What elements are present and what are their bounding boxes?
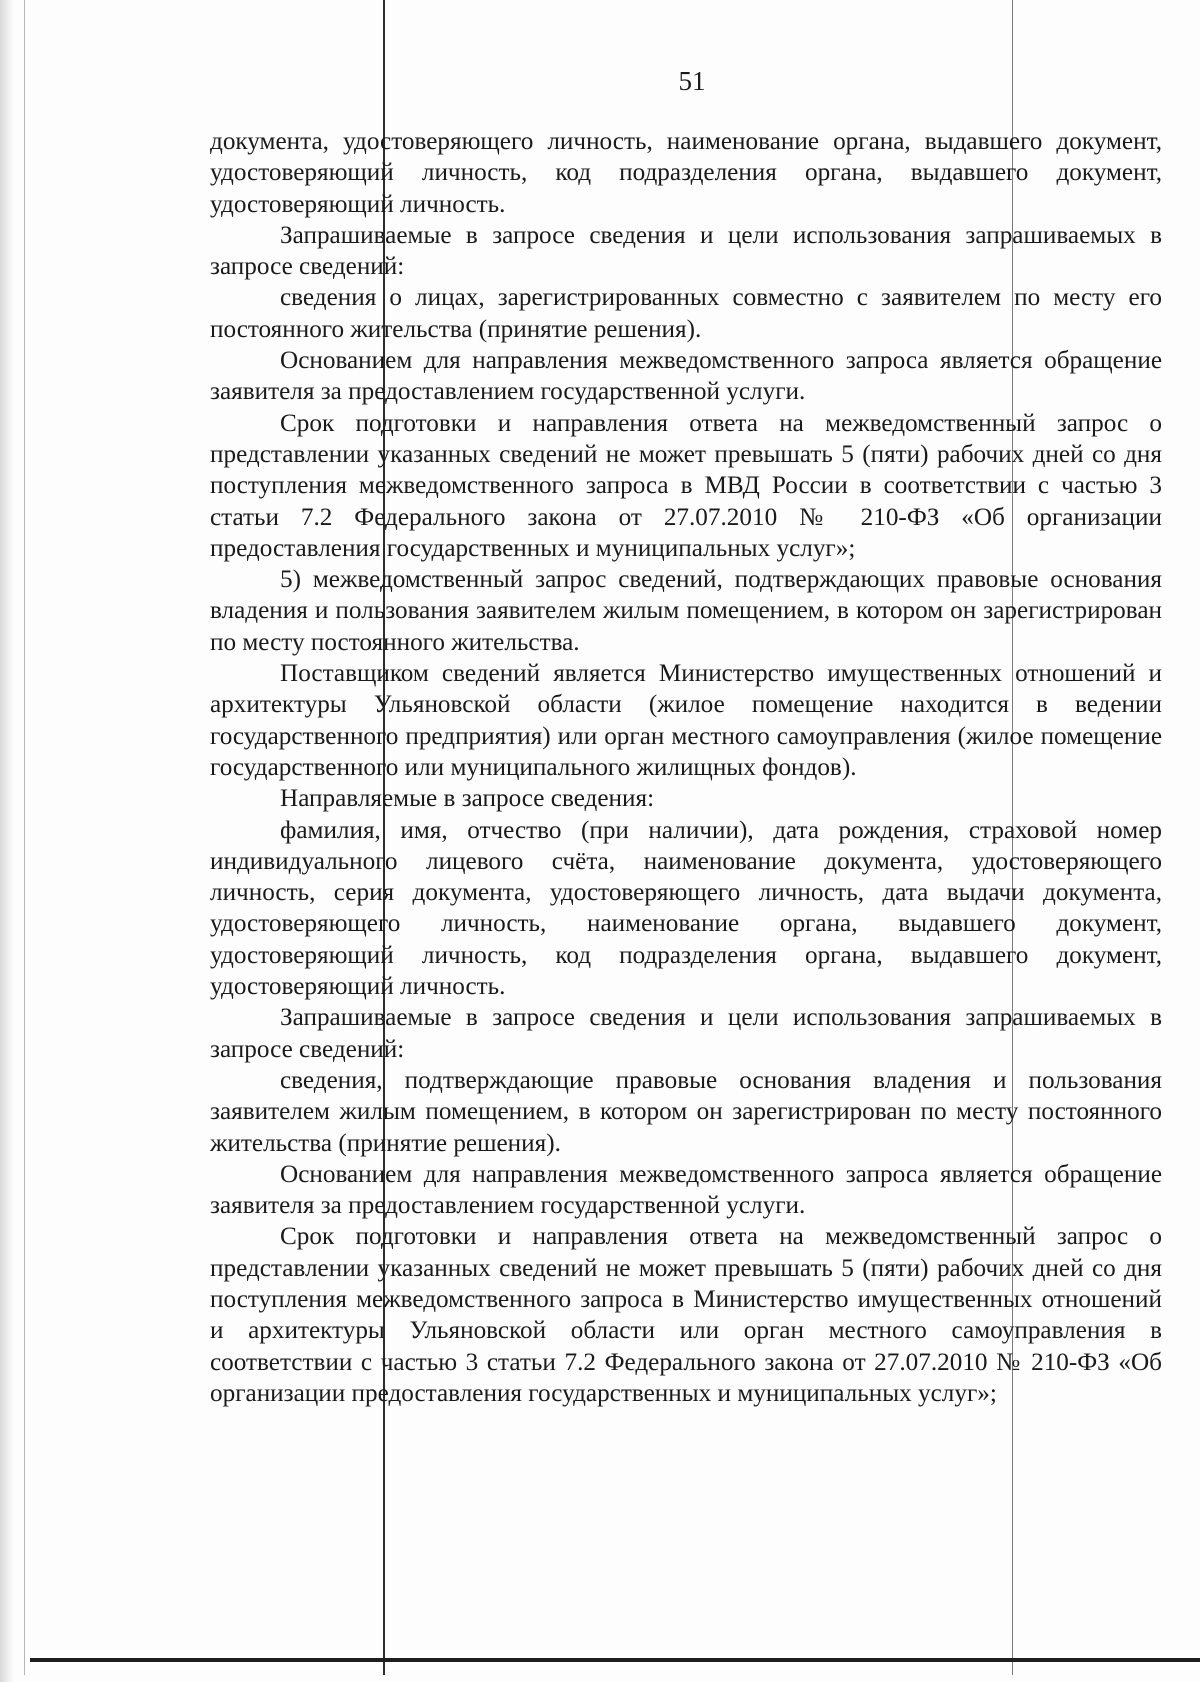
paragraph: Запрашиваемые в запросе сведения и цели использования запрашиваемых в запросе сведений: — [210, 221, 1162, 281]
paragraph: Срок подготовки и направления ответа на межведомственный запрос о представлении указанных сведений не может превышать 5 (пяти) рабочих дней со дня поступления межведомственного запроса в Министерство имущественных отношений и архитектуры Ульяновской области или орган местного самоуправления в соответствии с частью 3 статьи 7.2 Федерального закона от 27.07.2010 № 210-ФЗ «Об организации предоставления государственных и муниципальных услуг»; — [210, 1223, 1162, 1407]
paragraph: сведения, подтверждающие правовые основания владения и пользования заявителем жилым помещением, в котором он зарегистрирован по месту постоянного жительства (принятие решения). — [210, 1066, 1162, 1157]
paragraph: Направляемые в запросе сведения: — [280, 785, 655, 813]
paragraph: 5) межведомственный запрос сведений, подтверждающих правовые основания владения и пользования заявителем жилым помещением, в котором он зарегистрирован по месту постоянного жительства. — [210, 566, 1162, 656]
paragraph: фамилия, имя, отчество (при наличии), дата рождения, страховой номер индивидуального лицевого счёта, наименование документа, удостоверяющего личность, серия документа, удостоверяющего личность, дата выдачи документа, удостоверяющего личность, наименование органа, выдавшего документ, удостоверяющий личность, код подразделения органа, выдавшего документ, удостоверяющий личность. — [210, 816, 1162, 1001]
scan-artifact-line — [24, 0, 25, 1675]
paragraph: сведения о лицах, зарегистрированных совместно с заявителем по месту его постоянного жительства (принятие решения). — [210, 284, 1162, 343]
paragraph: документа, удостоверяющего личность, наименование органа, выдавшего документ, удостоверяющий личность, код подразделения органа, выдавшего документ, удостоверяющий личность. — [210, 128, 1162, 218]
paragraph: Срок подготовки и направления ответа на межведомственный запрос о представлении указанных сведений не может превышать 5 (пяти) рабочих дней со дня поступления межведомственного запроса в МВД России в соответствии с частью 3 статьи 7.2 Федерального закона от 27.07.2010 № 210-ФЗ «Об организации предоставления государственных и муниципальных услуг»; — [210, 409, 1162, 562]
document-body — [210, 126, 1162, 1409]
page-number: 51 — [678, 66, 706, 96]
paragraph: Основанием для направления межведомственного запроса является обращение заявителя за предоставлением государственной услуги. — [210, 1160, 1162, 1220]
paragraph: Основанием для направления межведомственного запроса является обращение заявителя за предоставлением государственной услуги. — [210, 347, 1162, 406]
scan-artifact-bottom-line — [30, 1658, 1200, 1662]
scan-edge-shadow — [0, 0, 14, 1682]
paragraph: Запрашиваемые в запросе сведения и цели использования запрашиваемых в запросе сведений: — [210, 1004, 1162, 1063]
paragraph: Поставщиком сведений является Министерство имущественных отношений и архитектуры Ульяновской области (жилое помещение находится в ведении государственного предприятия) или орган местного самоуправления (жилое помещение государственного или муниципального жилищных фондов). — [210, 660, 1162, 781]
